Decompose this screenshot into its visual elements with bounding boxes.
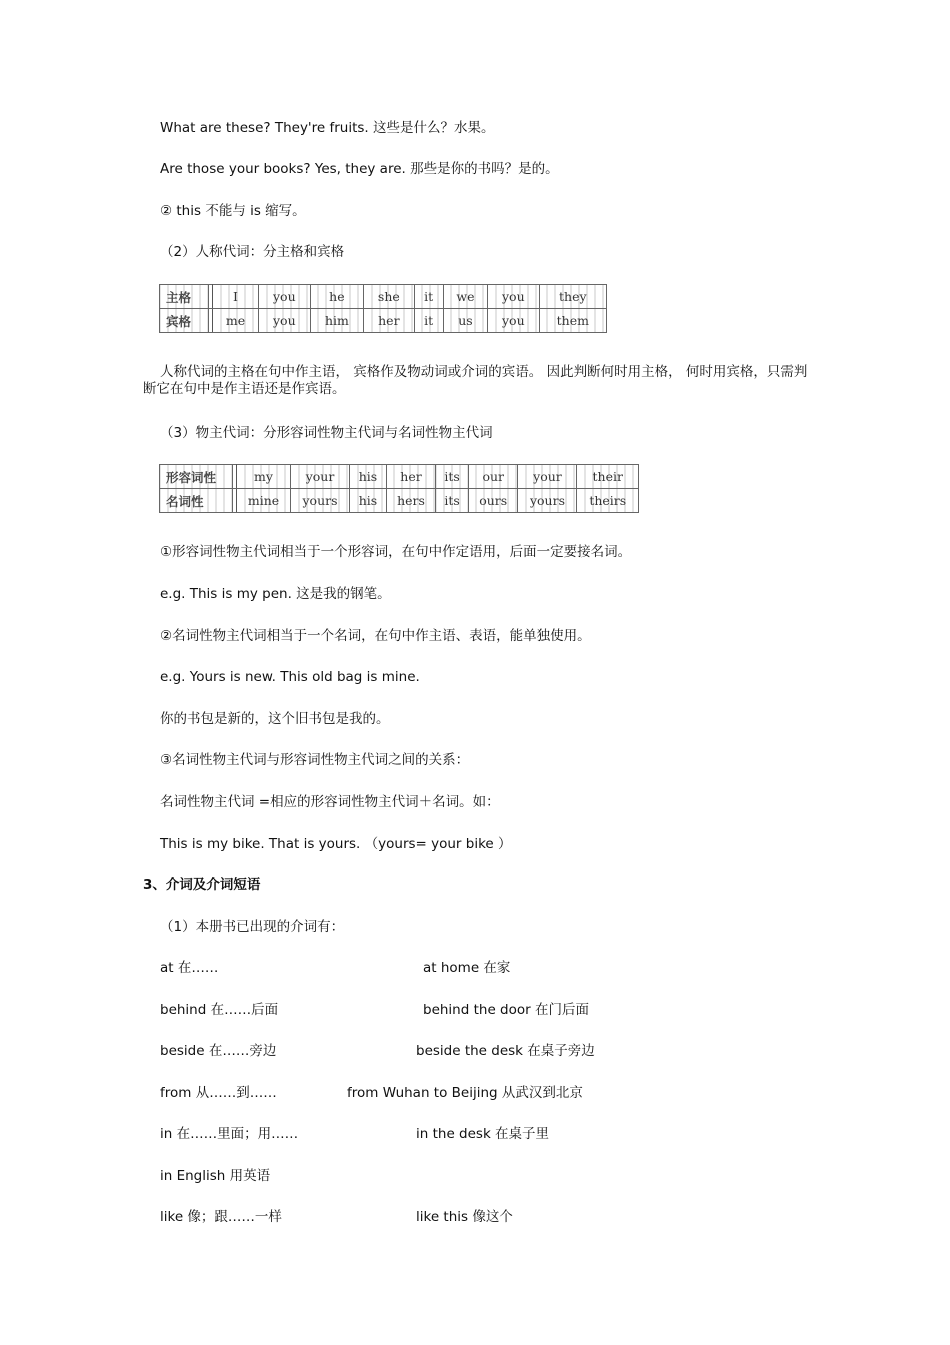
table-row — [160, 285, 607, 309]
table-cell: it — [414, 285, 443, 309]
preposition-example: from Wuhan to Beijing 从武汉到北京 — [347, 1085, 583, 1101]
preposition-term: behind 在……后面 — [160, 1002, 279, 1018]
table-cell: they — [539, 285, 606, 309]
table-cell: him — [310, 309, 364, 333]
section-heading: 3、介词及介词短语 — [143, 877, 261, 893]
example-sentence: e.g. This is my pen. 这是我的钢笔。 — [160, 586, 391, 602]
table-cell: us — [443, 309, 487, 333]
section-heading: （2）人称代词：分主格和宾格 — [160, 244, 345, 260]
rule-line: ②名词性物主代词相当于一个名词，在句中作主语、表语，能单独使用。 — [160, 628, 591, 644]
subsection-heading: （1）本册书已出现的介词有： — [160, 919, 345, 935]
table-cell: you — [488, 309, 540, 333]
table-cell: you — [259, 285, 311, 309]
table-cell: yours — [291, 489, 350, 513]
preposition-example: in the desk 在桌子里 — [416, 1126, 550, 1142]
table-cell: your — [291, 465, 350, 489]
translation-line: 你的书包是新的，这个旧书包是我的。 — [160, 711, 390, 727]
table-cell: you — [488, 285, 540, 309]
table-cell: its — [436, 465, 469, 489]
personal-pronoun-table — [159, 284, 607, 333]
table-cell: its — [436, 489, 469, 513]
table-cell: his — [350, 465, 387, 489]
example-sentence: What are these? They're fruits. 这些是什么？水果。 — [160, 120, 495, 136]
table-cell: ours — [468, 489, 518, 513]
rule-line: ①形容词性物主代词相当于一个形容词，在句中作定语用，后面一定要接名词。 — [160, 544, 632, 560]
table-cell: she — [364, 285, 414, 309]
preposition-example: like this 像这个 — [416, 1209, 513, 1225]
table-cell: he — [310, 285, 364, 309]
preposition-term: in English 用英语 — [160, 1168, 271, 1184]
example-sentence: This is my bike. That is yours. （yours= your bike ） — [160, 836, 512, 852]
table-cell: you — [259, 309, 311, 333]
table-row — [160, 465, 639, 489]
table-cell: hers — [386, 489, 435, 513]
table-cell: our — [468, 465, 518, 489]
preposition-term: beside 在……旁边 — [160, 1043, 277, 1059]
table-cell: her — [386, 465, 435, 489]
row-header: 宾格 — [160, 309, 209, 333]
table-row — [160, 309, 607, 333]
table-cell: his — [350, 489, 387, 513]
preposition-term: in 在……里面；用…… — [160, 1126, 299, 1142]
section-heading: （3）物主代词：分形容词性物主代词与名词性物主代词 — [160, 425, 493, 441]
row-header: 形容词性 — [160, 465, 233, 489]
preposition-example: behind the door 在门后面 — [423, 1002, 589, 1018]
table-cell: I — [213, 285, 259, 309]
preposition-term: at 在…… — [160, 960, 219, 976]
table-cell: it — [414, 309, 443, 333]
preposition-term: like 像；跟……一样 — [160, 1209, 282, 1225]
table-cell: her — [364, 309, 414, 333]
preposition-example: at home 在家 — [423, 960, 511, 976]
table-cell: them — [539, 309, 606, 333]
table-cell: me — [213, 309, 259, 333]
table-cell: yours — [518, 489, 577, 513]
row-header: 名词性 — [160, 489, 233, 513]
preposition-example: beside the desk 在桌子旁边 — [416, 1043, 595, 1059]
example-sentence: Are those your books? Yes, they are. 那些是你的书吗？是的。 — [160, 161, 559, 177]
preposition-term: from 从……到…… — [160, 1085, 277, 1101]
formula-line: 名词性物主代词 =相应的形容词性物主代词＋名词。如： — [160, 794, 500, 810]
paragraph: 人称代词的主格在句中作主语， 宾格作及物动词或介词的宾语。 因此判断何时用主格， 何时用宾格，只需判断它在句中是作主语还是作宾语。 — [143, 364, 808, 397]
row-header: 主格 — [160, 285, 209, 309]
rule-line: ③名词性物主代词与形容词性物主代词之间的关系： — [160, 752, 470, 768]
table-cell: mine — [237, 489, 291, 513]
table-cell: we — [443, 285, 487, 309]
table-cell: their — [577, 465, 639, 489]
table-row — [160, 489, 639, 513]
note-line: ② this 不能与 is 缩写。 — [160, 203, 306, 219]
table-cell: theirs — [577, 489, 639, 513]
possessive-pronoun-table — [159, 464, 639, 513]
table-cell: your — [518, 465, 577, 489]
example-sentence: e.g. Yours is new. This old bag is mine. — [160, 669, 420, 685]
table-cell: my — [237, 465, 291, 489]
